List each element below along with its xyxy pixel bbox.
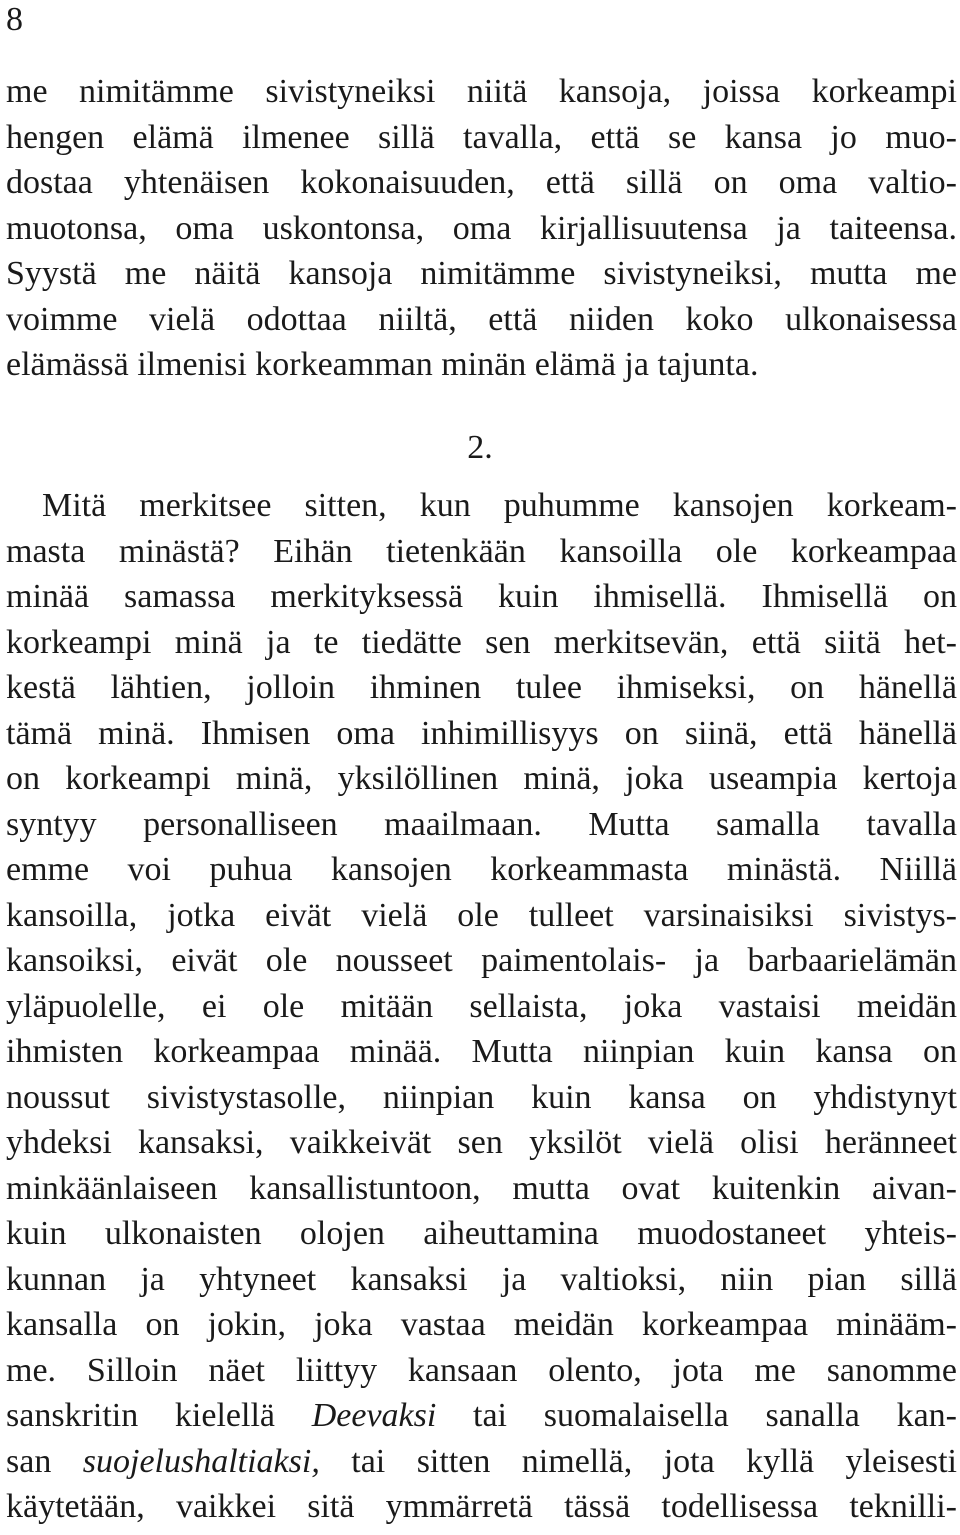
text-line: muotonsa, oma uskontonsa, oma kirjallisuutensa ja taiteensa. — [6, 209, 957, 247]
text-line: kansoilla, jotka eivät vielä ole tulleet varsinaisiksi sivistys- — [6, 896, 957, 934]
text-fragment: tai sitten nimellä, jota kyllä yleisesti — [319, 1442, 957, 1480]
text-line: yhdeksi kansaksi, vaikkeivät sen yksilöt vielä olisi heränneet — [6, 1124, 957, 1161]
text-line: me. Silloin näet liittyy kansaan olento, jota me sanomme — [6, 1351, 957, 1389]
text-line: kansoiksi, eivät ole nousseet paimentolais- ja barbaarielämän — [6, 942, 957, 979]
text-line: kuin ulkonaisten olojen aiheuttamina muodostaneet yhteis- — [6, 1215, 957, 1252]
text-line-suojelushaltiaksi — [6, 1439, 957, 1485]
text-line: tämä minä. Ihmisen oma inhimillisyys on siinä, että hänellä — [6, 714, 957, 752]
text-line: on korkeampi minä, yksilöllinen minä, joka useampia kertoja — [6, 760, 957, 797]
text-line: korkeampi minä ja te tiedätte sen merkitsevän, että siitä het- — [6, 623, 957, 661]
text-fragment: san — [6, 1442, 83, 1480]
italic-term-deevaksi: Deevaksi — [311, 1397, 437, 1434]
text-line: emme voi puhua kansojen korkeammasta minästä. Niillä — [6, 851, 957, 888]
text-line: Mitä merkitsee sitten, kun puhumme kansojen korkeam- — [42, 487, 957, 524]
text-line: syntyy personalliseen maailmaan. Mutta samalla tavalla — [6, 805, 957, 843]
text-line: yläpuolelle, ei ole mitään sellaista, joka vastaisi meidän — [6, 987, 957, 1025]
text-line: Syystä me näitä kansoja nimitämme sivistyneiksi, mutta me — [6, 255, 957, 292]
italic-term-suojelushaltiaksi: suojelushaltiaksi, — [82, 1442, 320, 1480]
text-line: ihmisten korkeampaa minää. Mutta niinpian kuin kansa on — [6, 1033, 957, 1070]
text-line: me nimitämme sivistyneiksi niitä kansoja, joissa korkeampi — [6, 73, 957, 110]
text-fragment: sanskritin kielellä — [6, 1397, 312, 1434]
text-line: masta minästä? Eihän tietenkään kansoilla ole korkeampaa — [6, 532, 957, 570]
text-line: käytetään, vaikkei sitä ymmärretä tässä todellisessa teknilli- — [6, 1488, 957, 1525]
text-line: kestä lähtien, jolloin ihminen tulee ihmiseksi, on hänellä — [6, 669, 957, 706]
text-line: hengen elämä ilmenee sillä tavalla, että se kansa jo muo- — [6, 118, 957, 156]
text-line-deevaksi — [6, 1393, 957, 1439]
paragraph-1 — [6, 69, 957, 388]
text-line: voimme vielä odottaa niiltä, että niiden koko ulkonaisessa — [6, 300, 957, 338]
text-line: elämässä ilmenisi korkeamman minän elämä ja tajunta. — [6, 346, 759, 383]
section-number: 2. — [467, 429, 493, 466]
text-line: noussut sivistystasolle, niinpian kuin kansa on yhdistynyt — [6, 1078, 957, 1116]
text-line: minkäänlaiseen kansallistuntoon, mutta ovat kuitenkin aivan- — [6, 1169, 957, 1207]
page-number: 8 — [6, 1, 23, 38]
text-line: dostaa yhtenäisen kokonaisuuden, että sillä on oma valtio- — [6, 164, 957, 201]
paragraph-2 — [6, 483, 957, 1530]
text-line: kansalla on jokin, joka vastaa meidän korkeampaa minääm- — [6, 1306, 957, 1343]
text-fragment: tai suomalaisella sanalla kan- — [436, 1397, 957, 1434]
text-line: kunnan ja yhtyneet kansaksi ja valtioksi, niin pian sillä — [6, 1260, 957, 1298]
text-line: minää samassa merkityksessä kuin ihmisellä. Ihmisellä on — [6, 578, 957, 615]
